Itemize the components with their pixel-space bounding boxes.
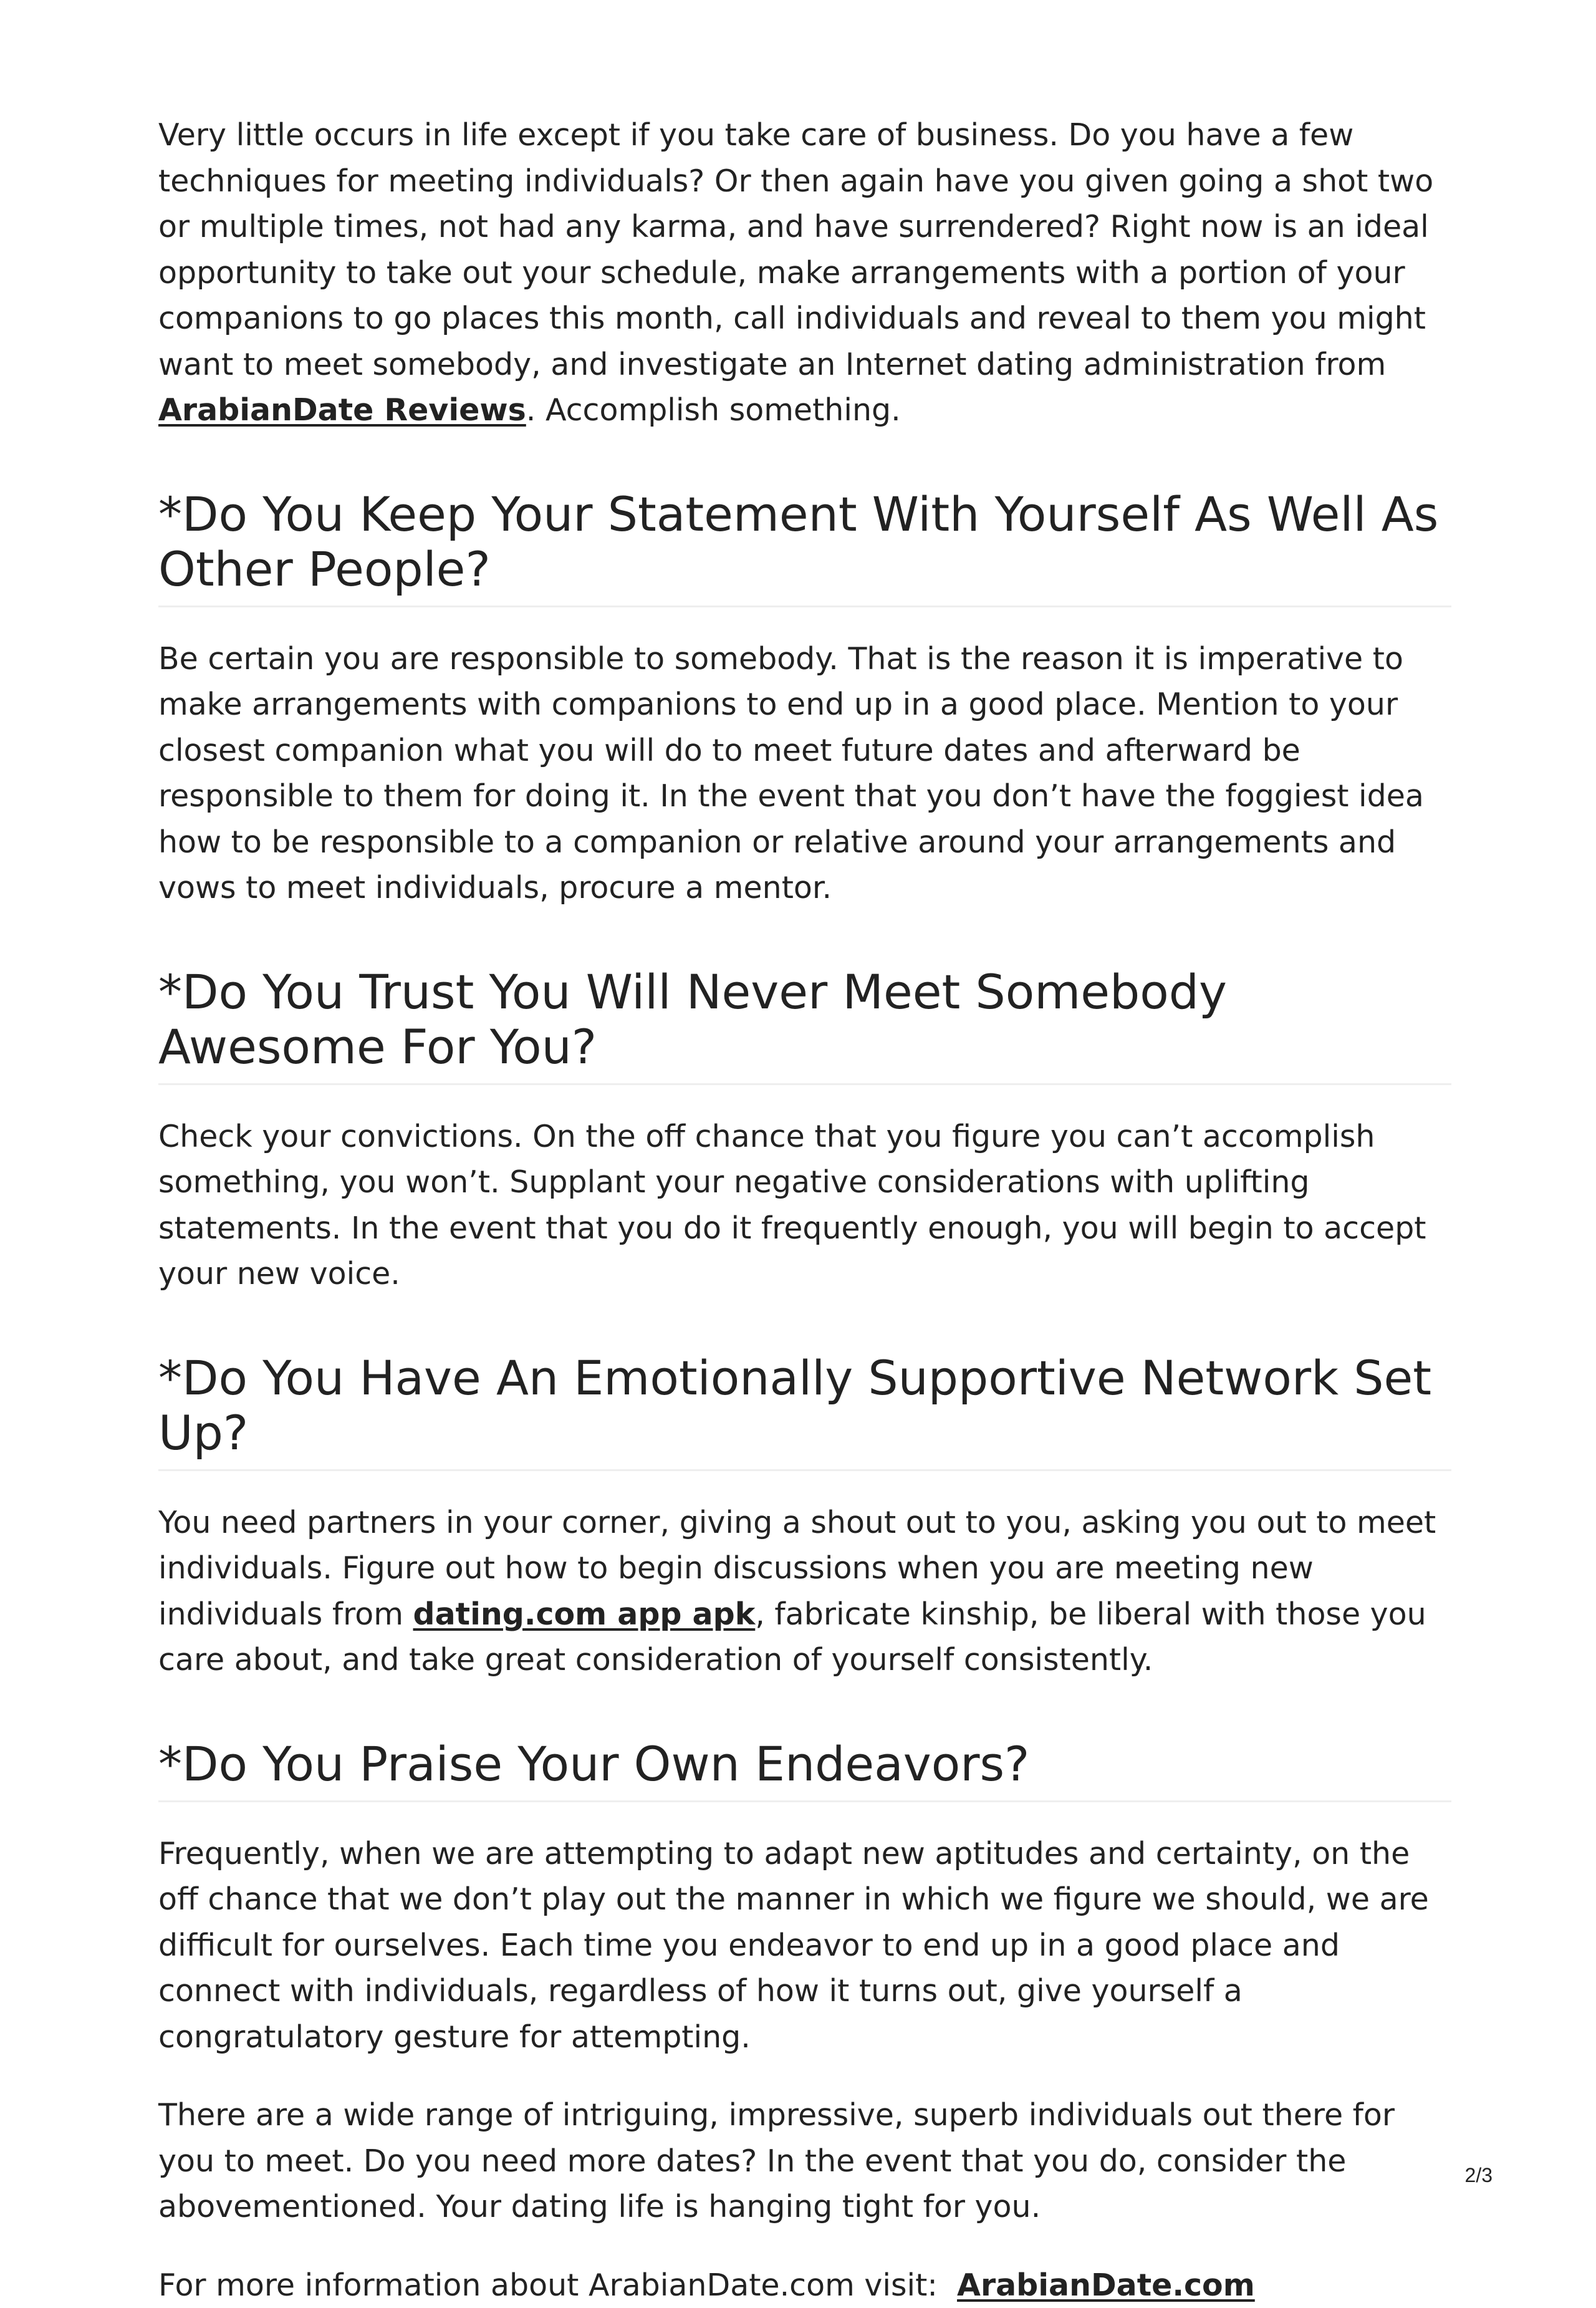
intro-paragraph (158, 112, 1451, 433)
arabiandate-link[interactable]: ArabianDate.com (957, 2267, 1255, 2303)
dating-app-apk-link[interactable]: dating.com app apk (413, 1596, 756, 1632)
section-heading: *Do You Keep Your Statement With Yourself As Well As Other People? (158, 487, 1451, 607)
section-heading: *Do You Trust You Will Never Meet Somebody Awesome For You? (158, 965, 1451, 1085)
intro-text-after: . Accomplish something. (526, 392, 901, 428)
section-body: Frequently, when we are attempting to adapt new aptitudes and certainty, on the off chance that we don’t play out the manner in which we figure we should, we are difficult for ourselves. Each time you endeavor to end up in a good place and connect with individuals, regardless of how it turns out, give yourself a congratulatory gesture for attempting. (158, 1831, 1451, 2060)
section-body-after: , fabricate kinship, be liberal with those you care about, and take great consideration of yourself consistently. (158, 1596, 1426, 1678)
section-heading: *Do You Have An Emotionally Supportive Network Set Up? (158, 1351, 1451, 1471)
section-body: Check your convictions. On the off chance that you figure you can’t accomplish something, you won’t. Supplant your negative considerations with uplifting statements. In the event that you do it frequently enough, you will begin to accept your new voice. (158, 1114, 1451, 1297)
section-body (158, 1500, 1451, 1683)
section-heading: *Do You Praise Your Own Endeavors? (158, 1737, 1451, 1802)
section-body-before: You need partners in your corner, giving a shout out to you, asking you out to meet individuals. Figure out how to begin discussions when you are meeting new individuals from (158, 1505, 1436, 1632)
section-body: Be certain you are responsible to somebody. That is the reason it is imperative to make arrangements with companions to end up in a good place. Mention to your closest companion what you will do to meet future dates and afterward be responsible to them for doing it. In the event that you don’t have the foggiest idea how to be responsible to a companion or relative around your arrangements and vows to meet individuals, procure a mentor. (158, 636, 1451, 911)
intro-text-before: Very little occurs in life except if you take care of business. Do you have a few techniques for meeting individuals? Or then again have you given going a shot two or multiple times, not had any karma, and have surrendered? Right now is an ideal opportunity to take out your schedule, make arrangements with a portion of your companions to go places this month, call individuals and reveal to them you might want to meet somebody, and investigate an Internet dating administration from (158, 117, 1433, 382)
closing-paragraph: There are a wide range of intriguing, impressive, superb individuals out there for you to meet. Do you need more dates? In the event that you do, consider the abovementioned. Your dating life is hanging tight for you. (158, 2092, 1451, 2230)
page-number: 2/3 (1465, 2164, 1493, 2187)
document-page (158, 112, 1451, 2308)
footer-info (158, 2262, 1451, 2308)
section-3 (158, 1351, 1451, 1683)
arabiandate-reviews-link[interactable]: ArabianDate Reviews (158, 392, 526, 428)
section-4 (158, 1737, 1451, 2060)
footer-info-text: For more information about ArabianDate.com visit: (158, 2267, 957, 2303)
section-2 (158, 965, 1451, 1297)
section-1 (158, 487, 1451, 911)
